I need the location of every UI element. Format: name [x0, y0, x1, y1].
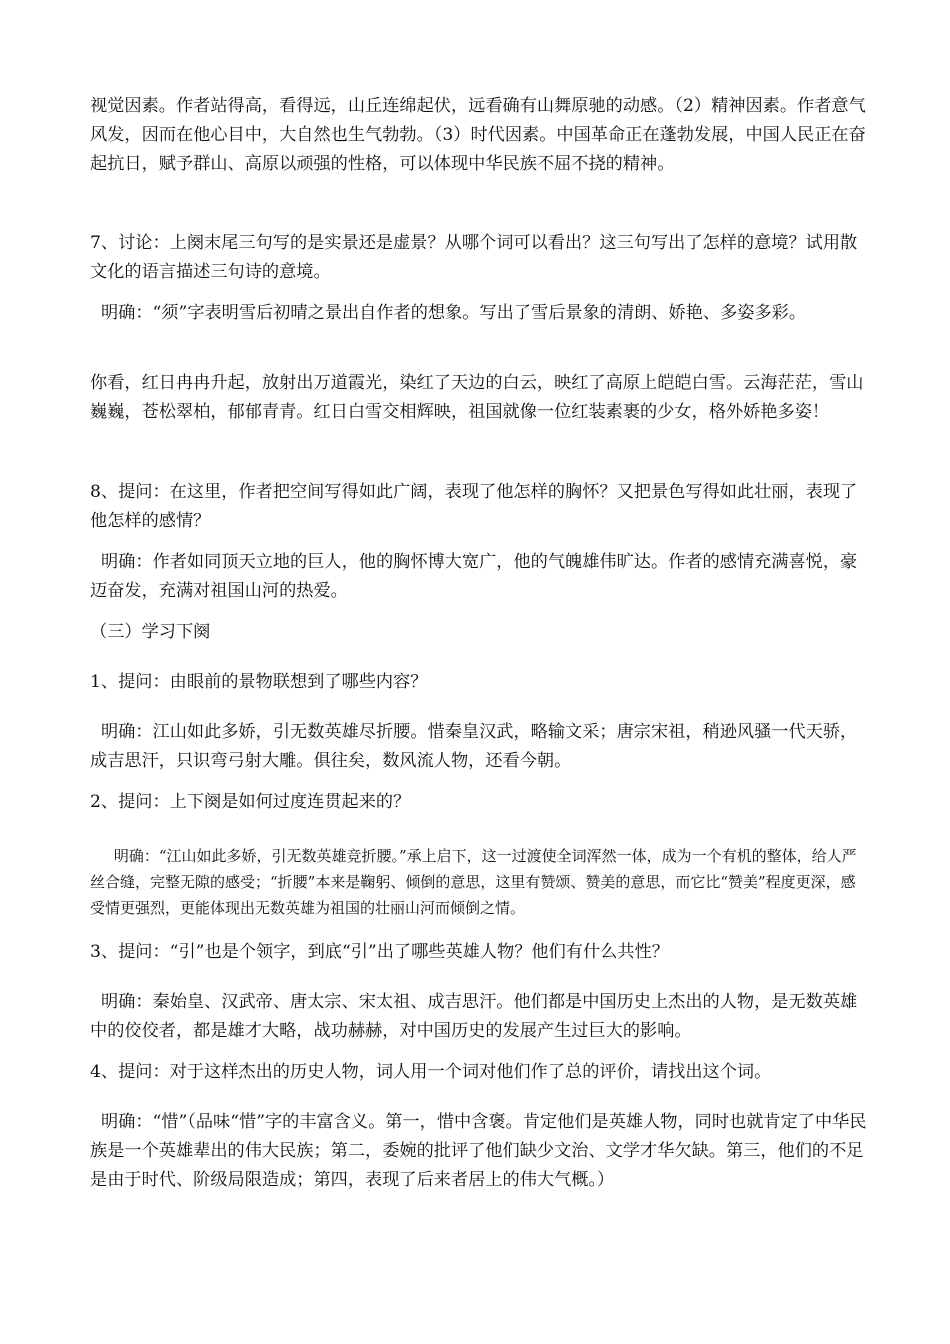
question-4: 4、提问：对于这样杰出的历史人物，词人用一个词对他们作了总的评价，请找出这个词。 [90, 1062, 772, 1082]
question-1: 1、提问：由眼前的景物联想到了哪些内容？ [90, 672, 428, 692]
answer-1: 明确：江山如此多娇，引无数英雄尽折腰。惜秦皇汉武，略输文采；唐宗宋祖，稍逊风骚一代天骄，成吉思汗，只识弯弓射大雕。俱往矣，数风流人物，还看今朝。 [90, 722, 858, 771]
answer-8: 明确：作者如同顶天立地的巨人，他的胸怀博大宽广，他的气魄雄伟旷达。作者的感情充满喜悦，豪迈奋发，充满对祖国山河的热爱。 [90, 552, 858, 601]
answer-2: 明确：“江山如此多娇，引无数英雄竞折腰。”承上启下，这一过渡使全词浑然一体，成为一个有机的整体，给人严丝合缝，完整无隙的感受；“折腰”本来是鞠躬、倾倒的意思，这里有赞颂、赞美的意思，而它比“赞美”程度更深，感受情更强烈，更能体现出无数英雄为祖国的壮丽山河而倾倒之情。 [90, 847, 857, 917]
question-7: 7、讨论：上阕末尾三句写的是实景还是虚景？从哪个词可以看出？这三句写出了怎样的意境？试用散文化的语言描述三句诗的意境。 [90, 233, 858, 282]
paragraph-factors-continued: 视觉因素。作者站得高，看得远，山丘连绵起伏，远看确有山舞原驰的动感。（2）精神因素。作者意气风发，因而在他心目中，大自然也生气勃勃。（3）时代因素。中国革命正在蓬勃发展，中国人民正在奋起抗日，赋予群山、高原以顽强的性格，可以体现中华民族不屈不挠的精神。 [90, 96, 866, 174]
question-2: 2、提问：上下阕是如何过度连贯起来的？ [90, 792, 411, 812]
question-3: 3、提问：“引”也是个领字，到底“引”出了哪些英雄人物？他们有什么共性？ [90, 942, 669, 962]
answer-7: 明确：“须”字表明雪后初晴之景出自作者的想象。写出了雪后景象的清朗、娇艳、多姿多彩。 [90, 303, 807, 323]
paragraph-description: 你看，红日冉冉升起，放射出万道霞光，染红了天边的白云，映红了高原上皑皑白雪。云海茫茫，雪山巍巍，苍松翠柏，郁郁青青。红日白雪交相辉映，祖国就像一位红装素裹的少女，格外娇艳多姿！ [90, 373, 864, 422]
section-heading-part-3: （三）学习下阕 [90, 622, 211, 642]
question-8: 8、提问：在这里，作者把空间写得如此广阔，表现了他怎样的胸怀？又把景色写得如此壮丽，表现了他怎样的感情？ [90, 482, 858, 531]
answer-4: 明确：“惜”（品味“惜”字的丰富含义。第一，惜中含褒。肯定他们是英雄人物，同时也就肯定了中华民族是一个英雄辈出的伟大民族；第二，委婉的批评了他们缺少文治、文学才华欠缺。第三，他们的不足是由于时代、阶级局限造成；第四，表现了后来者居上的伟大气概。） [90, 1112, 867, 1190]
answer-3: 明确：秦始皇、汉武帝、唐太宗、宋太祖、成吉思汗。他们都是中国历史上杰出的人物，是无数英雄中的佼佼者，都是雄才大略，战功赫赫，对中国历史的发展产生过巨大的影响。 [90, 992, 858, 1041]
